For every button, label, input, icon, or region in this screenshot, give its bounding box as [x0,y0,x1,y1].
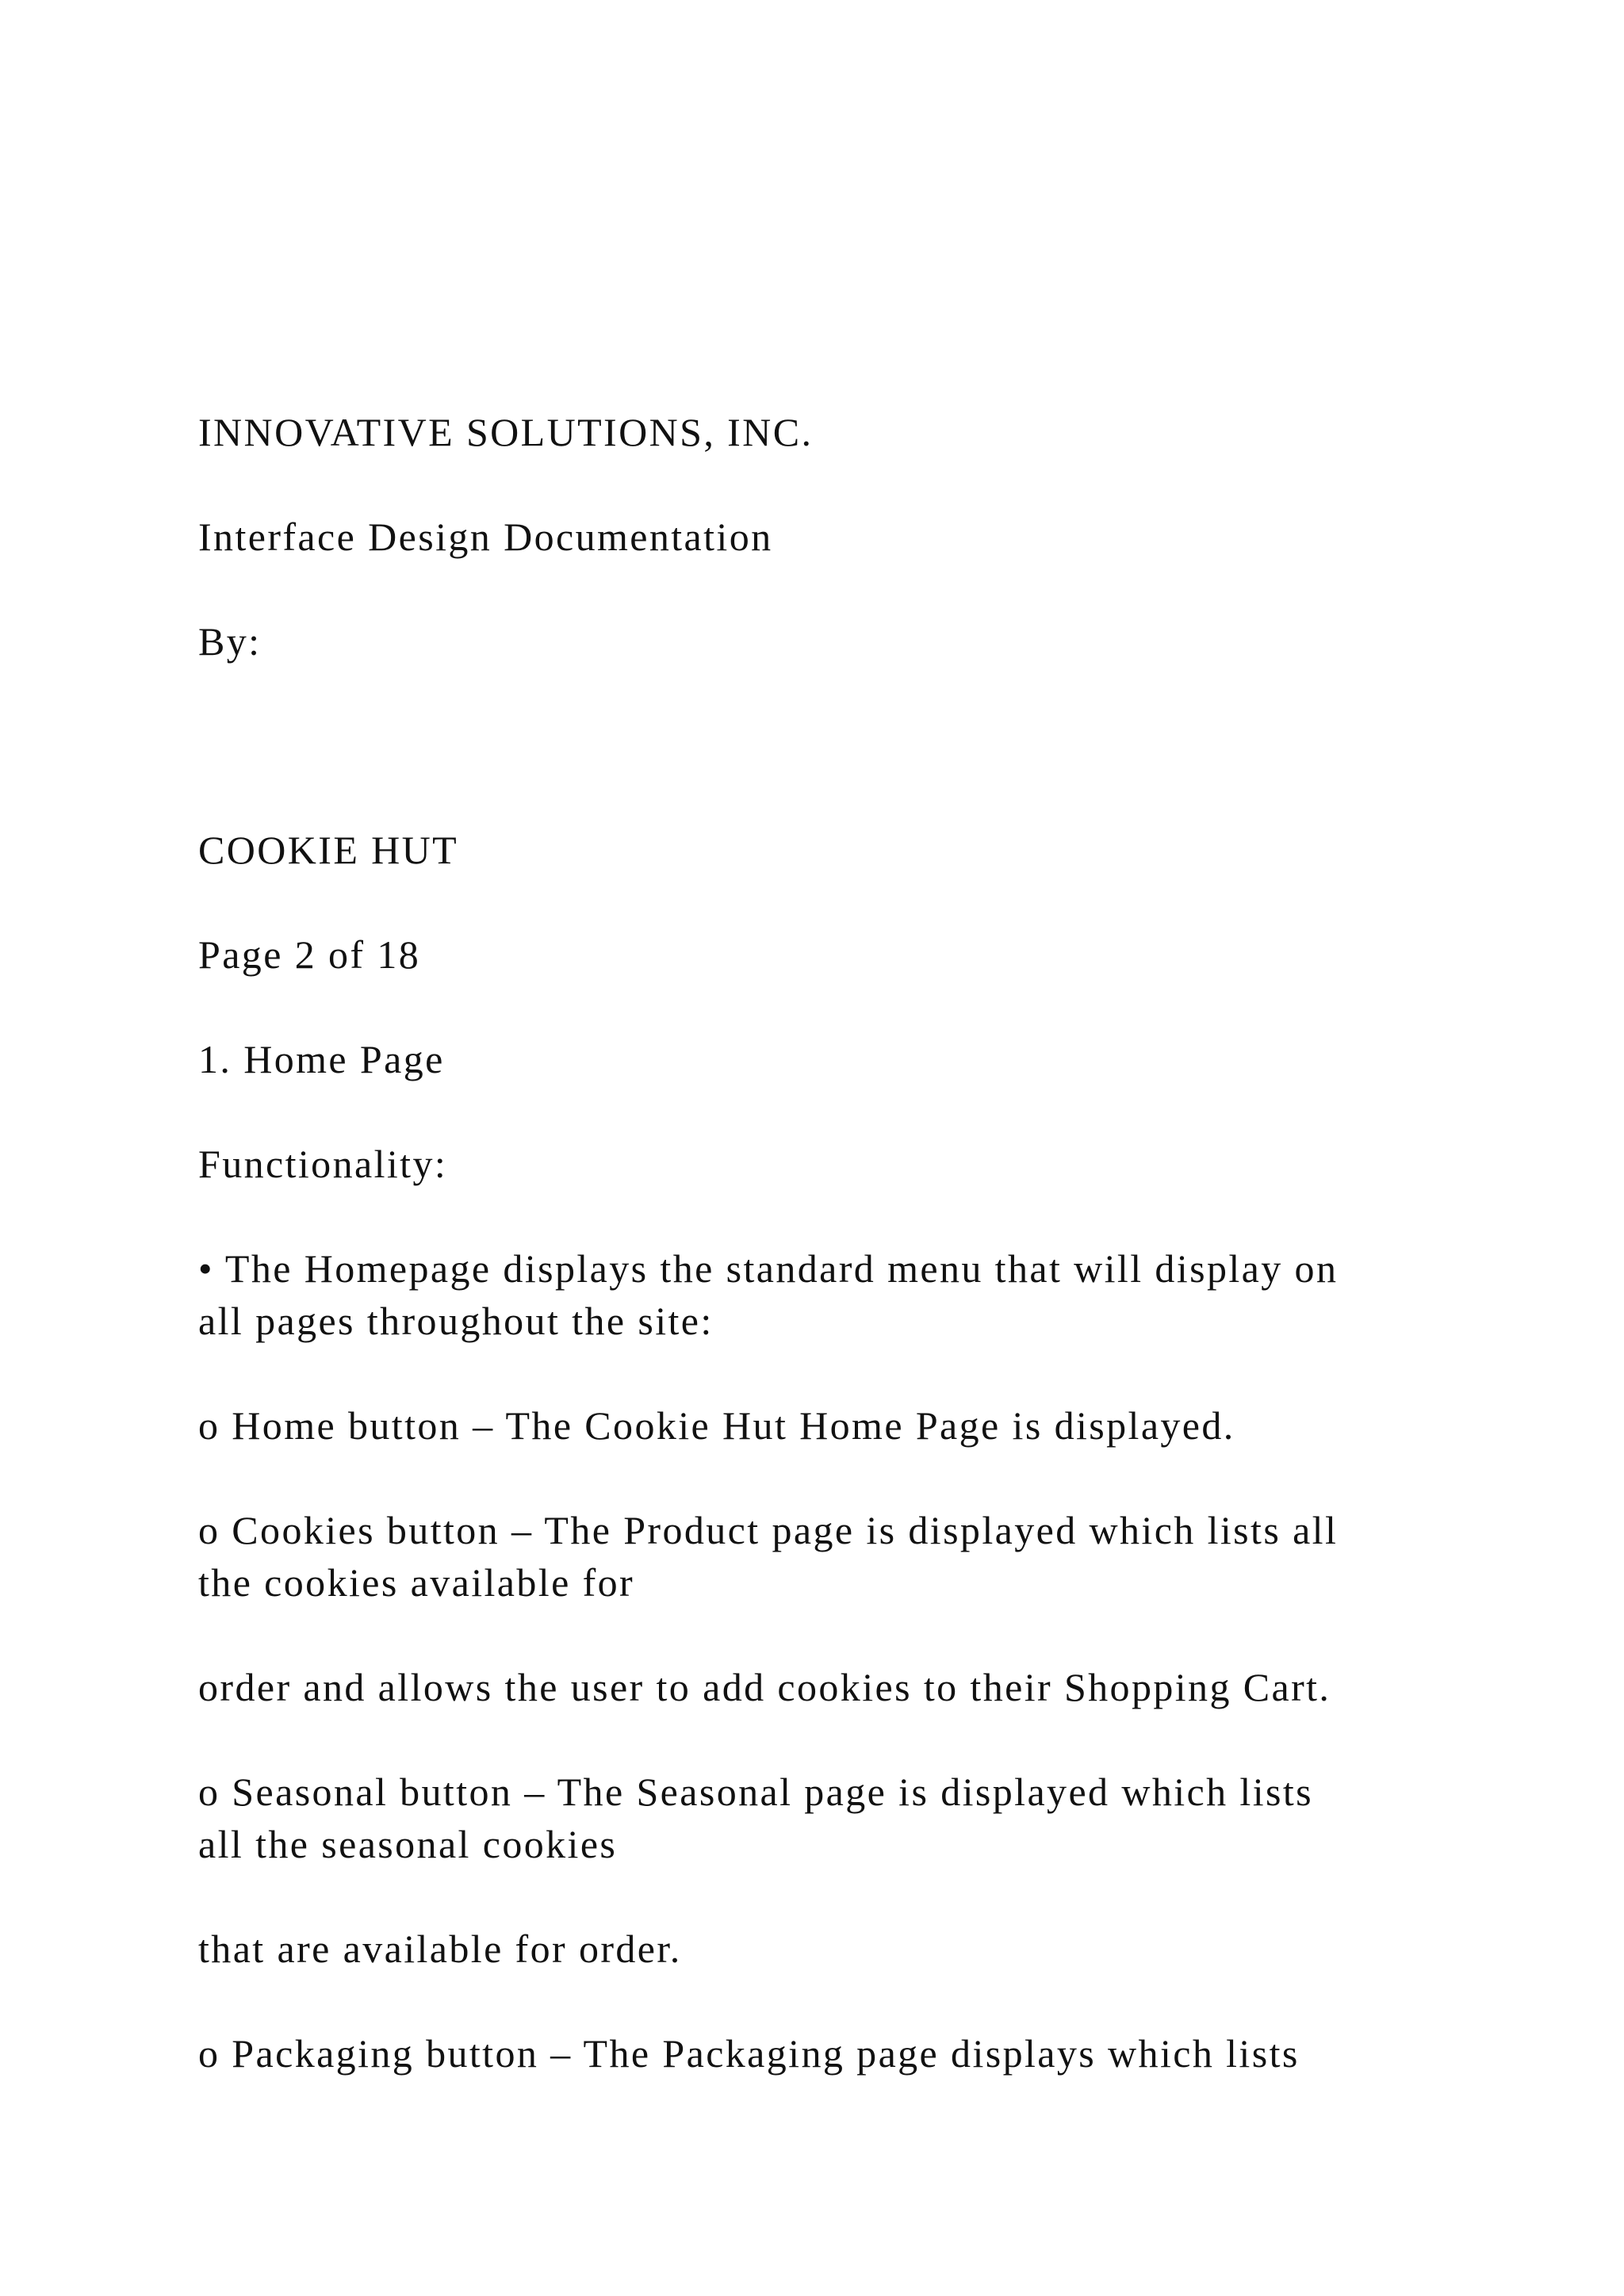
cookies-button-description-line-2: the cookies available for [198,1560,635,1605]
page-indicator: Page 2 of 18 [198,932,421,977]
bullet-homepage-menu-line-1: • The Homepage displays the standard menu that will display on [198,1246,1339,1291]
home-button-description: o Home button – The Cookie Hut Home Page is displayed. [198,1403,1235,1448]
document-title: Interface Design Documentation [198,515,773,559]
section-heading: 1. Home Page [198,1037,445,1081]
seasonal-button-description-line-3: that are available for order. [198,1927,682,1971]
seasonal-button-description-line-1: o Seasonal button – The Seasonal page is displayed which lists [198,1770,1314,1814]
cookies-button-description-line-3: order and allows the user to add cookies to their Shopping Cart. [198,1665,1331,1709]
author-label: By: [198,619,262,664]
project-name: COOKIE HUT [198,828,459,872]
cookies-button-description-line-1: o Cookies button – The Product page is displayed which lists all [198,1508,1339,1552]
functionality-label: Functionality: [198,1142,448,1186]
company-name: INNOVATIVE SOLUTIONS, INC. [198,410,814,454]
seasonal-button-description-line-2: all the seasonal cookies [198,1822,618,1866]
packaging-button-description-line-1: o Packaging button – The Packaging page displays which lists [198,2031,1300,2076]
bullet-homepage-menu-line-2: all pages throughout the site: [198,1299,714,1343]
